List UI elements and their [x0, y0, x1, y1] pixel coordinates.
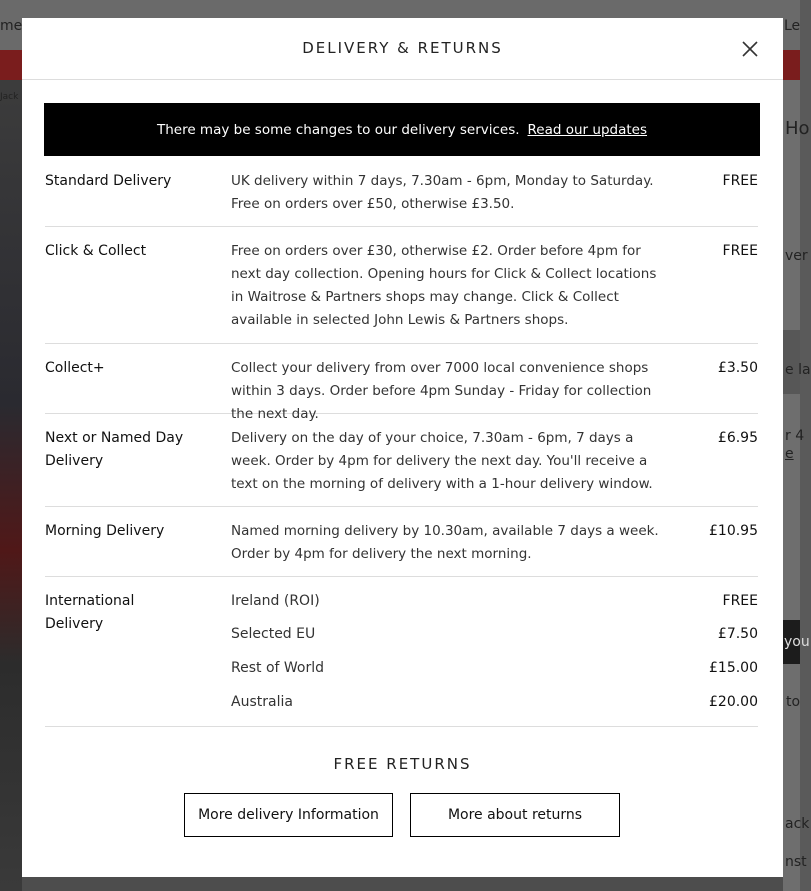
delivery-price: FREE	[722, 173, 758, 189]
delivery-name: Morning Delivery	[45, 523, 165, 539]
bg-fragment: e la	[785, 362, 811, 378]
intl-region: Rest of World	[231, 660, 325, 676]
intl-region-row	[231, 590, 758, 613]
intl-region-row	[231, 623, 758, 646]
modal-title: DELIVERY & RETURNS	[302, 39, 503, 57]
more-returns-button[interactable]: More about returns	[410, 793, 620, 837]
delivery-row-collect-plus	[45, 344, 758, 422]
bg-nav-text-right: Le	[784, 18, 801, 34]
delivery-price: £3.50	[717, 360, 758, 376]
delivery-price: £6.95	[717, 430, 758, 446]
delivery-price: FREE	[722, 243, 758, 259]
modal-header	[22, 18, 783, 80]
delivery-notice-banner	[44, 103, 760, 156]
intl-region: Ireland (ROI)	[231, 593, 320, 609]
delivery-description: Free on orders over £30, otherwise £2. Order before 4pm for next day collection. Opening hours for Click & Collect locations in Waitrose & Partners shops may change. Click & Collect available in selected John Lewis & Partners shops.	[231, 243, 657, 328]
delivery-name: Collect+	[45, 360, 105, 376]
delivery-description: Delivery on the day of your choice, 7.30am - 6pm, 7 days a week. Order by 4pm for delivery the next day. You'll receive a text on the morning of delivery with a 1-hour delivery window.	[231, 430, 653, 492]
more-delivery-info-button[interactable]: More delivery Information	[184, 793, 393, 837]
close-button[interactable]	[739, 38, 761, 60]
delivery-name: Standard Delivery	[45, 173, 172, 189]
delivery-options-table	[45, 156, 758, 727]
bg-fragment: ver	[785, 248, 808, 264]
bg-product-panel	[783, 80, 800, 891]
intl-region-row	[231, 691, 758, 714]
delivery-row-international	[45, 577, 758, 727]
delivery-name: International Delivery	[45, 593, 135, 632]
delivery-row-named-day	[45, 414, 758, 507]
delivery-row-morning	[45, 507, 758, 577]
delivery-description: UK delivery within 7 days, 7.30am - 6pm, Monday to Saturday. Free on orders over £50, otherwise £3.50.	[231, 173, 654, 212]
bg-nav-text-left: me	[0, 18, 23, 34]
intl-region: Selected EU	[231, 626, 316, 642]
bg-breadcrumb: Jack	[0, 92, 19, 102]
bg-fragment: r 4	[785, 428, 805, 444]
delivery-price: £10.95	[709, 523, 758, 539]
delivery-returns-modal	[22, 18, 783, 877]
intl-price: £20.00	[709, 694, 758, 710]
bg-fragment: Ho	[785, 118, 810, 139]
intl-region: Australia	[231, 694, 293, 710]
delivery-row-standard	[45, 156, 758, 227]
intl-price: £7.50	[717, 626, 758, 642]
delivery-name: Click & Collect	[45, 243, 147, 259]
intl-region-row	[231, 657, 758, 680]
intl-price: £15.00	[709, 660, 758, 676]
notice-text: There may be some changes to our delivery services.	[156, 121, 520, 138]
free-returns-heading: FREE RETURNS	[333, 755, 472, 773]
delivery-name: Next or Named Day Delivery	[45, 430, 184, 469]
delivery-row-click-collect	[45, 227, 758, 344]
delivery-description: Named morning delivery by 10.30am, available 7 days a week. Order by 4pm for delivery the next morning.	[231, 523, 659, 562]
intl-price: FREE	[722, 593, 758, 609]
bg-fragment: to	[786, 694, 801, 710]
read-updates-link[interactable]: Read our updates	[527, 121, 648, 138]
close-icon	[739, 38, 761, 60]
bg-fragment: you	[784, 634, 810, 650]
bg-fragment: nst	[785, 854, 807, 870]
bg-product-image	[0, 80, 22, 891]
delivery-description: Collect your delivery from over 7000 local convenience shops within 3 days. Order before 4pm Sunday - Friday for collection the next day.	[231, 360, 652, 422]
bg-fragment: e	[785, 446, 794, 462]
bg-fragment: ack	[785, 816, 810, 832]
